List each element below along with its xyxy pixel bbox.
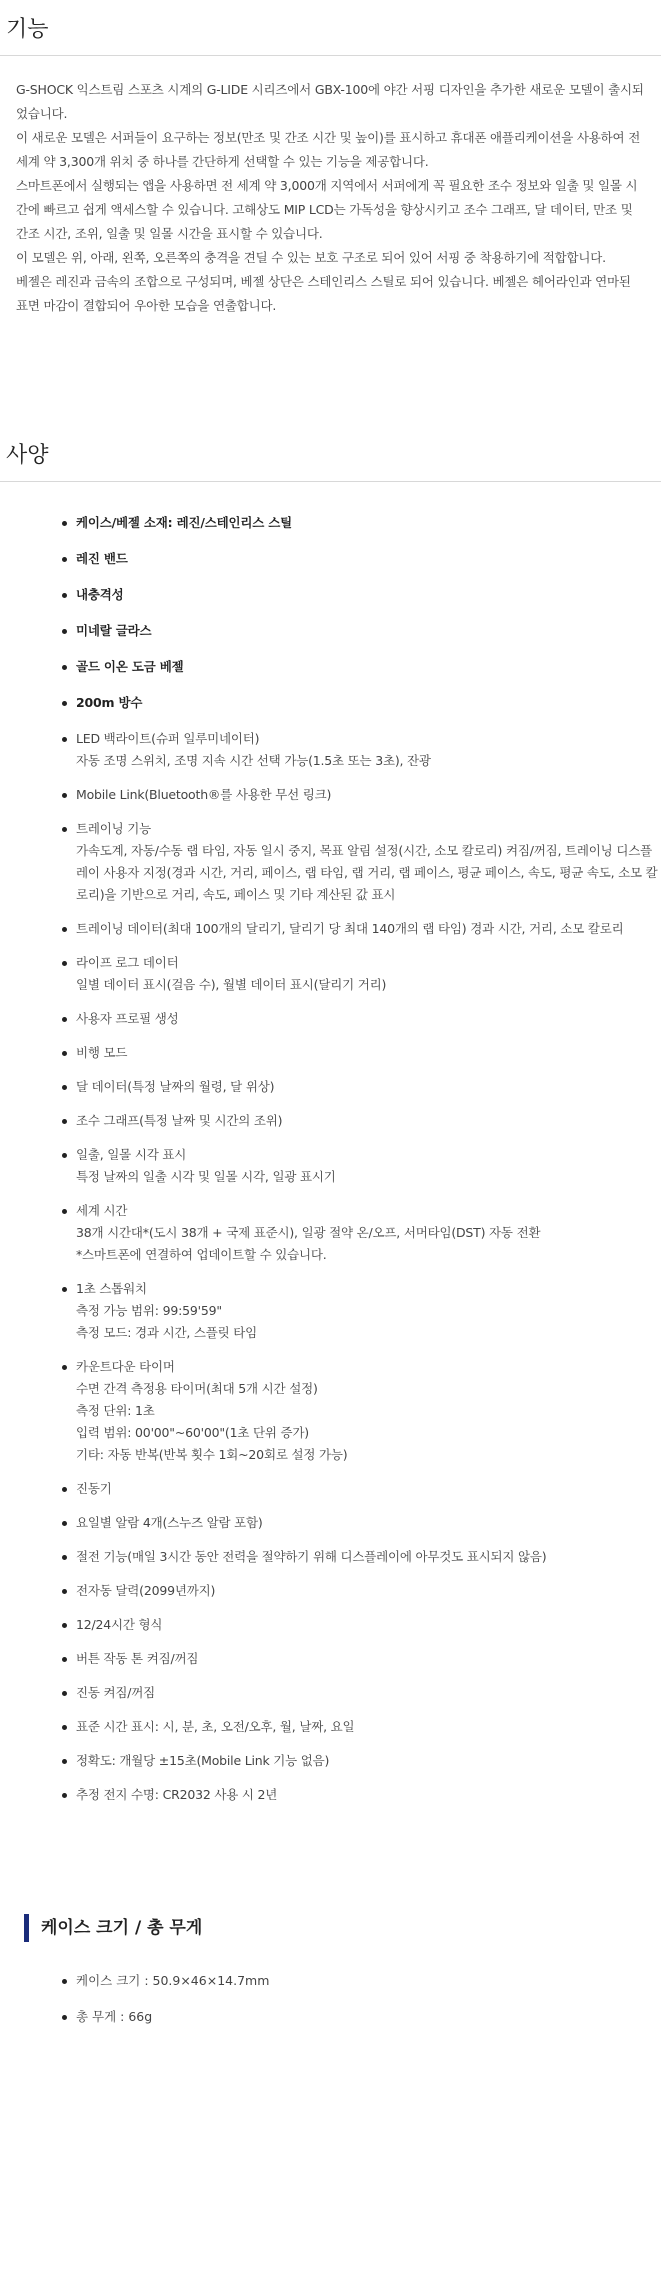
- spec-item: [76, 692, 661, 714]
- spec-item: [76, 656, 661, 678]
- spec-item-line: 요일별 알람 4개(스누즈 알람 포함): [76, 1515, 263, 1530]
- spec-item: [76, 818, 661, 906]
- spec-item-line: 표준 시간 표시: 시, 분, 초, 오전/오후, 월, 날짜, 요일: [76, 1719, 355, 1734]
- spec-item-line: 트레이닝 기능: [76, 821, 152, 836]
- spec-item-line: 진동 켜짐/꺼짐: [76, 1685, 156, 1700]
- spec-item: [76, 1110, 661, 1132]
- features-paragraph: G-SHOCK 익스트림 스포츠 시계의 G-LIDE 시리즈에서 GBX-100에 야간 서핑 디자인을 추가한 새로운 모델이 출시되었습니다.: [16, 82, 644, 121]
- features-title: 기능: [0, 0, 661, 56]
- size-list: [24, 1942, 661, 2028]
- spec-item-line: 수면 간격 측정용 타이머(최대 5개 시간 설정): [76, 1381, 318, 1396]
- spec-item: [76, 1042, 661, 1064]
- spec-item-line: 사용자 프로필 생성: [76, 1011, 179, 1026]
- spec-item-line: 특정 날짜의 일출 시각 및 일몰 시각, 일광 표시기: [76, 1169, 336, 1184]
- spec-item: [76, 1682, 661, 1704]
- spec-item-line: 38개 시간대*(도시 38개 + 국제 표준시), 일광 절약 온/오프, 서머타임(DST) 자동 전환: [76, 1225, 541, 1240]
- spec-item: [76, 1784, 661, 1806]
- spec-item-line: 1초 스톱워치: [76, 1281, 147, 1296]
- spec-item-line: 카운트다운 타이머: [76, 1359, 175, 1374]
- spec-item-line: Mobile Link(Bluetooth®를 사용한 무선 링크): [76, 787, 332, 802]
- spec-item: [76, 1076, 661, 1098]
- spec-item-line: 조수 그래프(특정 날짜 및 시간의 조위): [76, 1113, 283, 1128]
- spec-item-line: 기타: 자동 반복(반복 횟수 1회~20회로 설정 가능): [76, 1447, 348, 1462]
- spec-item: [76, 952, 661, 996]
- size-item-case: 케이스 크기 : 50.9×46×14.7mm: [76, 1970, 661, 1992]
- size-item-weight: 총 무게 : 66g: [76, 2006, 661, 2028]
- spec-item: [76, 1278, 661, 1344]
- spec-item: [76, 1750, 661, 1772]
- features-paragraph: 이 새로운 모델은 서퍼들이 요구하는 정보(만조 및 간조 시간 및 높이)를 표시하고 휴대폰 애플리케이션을 사용하여 전 세계 약 3,300개 위치 중 하나를 간단하게 선택할 수 있는 기능을 제공합니다.: [16, 130, 641, 169]
- spec-item-line: 세계 시간: [76, 1203, 128, 1218]
- spec-item: [76, 1716, 661, 1738]
- spec-item-line: 가속도계, 자동/수동 랩 타임, 자동 일시 중지, 목표 알림 설정(시간, 소모 칼로리) 켜짐/꺼짐, 트레이닝 디스플레이 사용자 지정(경과 시간, 거리, 페이스, 랩 타임, 랩 거리, 랩 페이스, 평균 페이스, 속도, 평균 속도, 소모 칼로리)을 기반으로 거리, 속도, 페이스 및 기타 계산된 값 표시: [76, 843, 658, 902]
- spec-item: [76, 784, 661, 806]
- spec-item: [76, 1648, 661, 1670]
- spec-item-line: 측정 모드: 경과 시간, 스플릿 타임: [76, 1325, 258, 1340]
- spec-item: [76, 1008, 661, 1030]
- spec-item-line: 12/24시간 형식: [76, 1617, 163, 1632]
- spec-item: [76, 1144, 661, 1188]
- spec-item-line: 레진 밴드: [76, 551, 128, 566]
- spec-item-line: 내충격성: [76, 587, 124, 602]
- spec-item: [76, 1614, 661, 1636]
- spec-item: [76, 1512, 661, 1534]
- spec-item-line: 진동기: [76, 1481, 112, 1496]
- spec-item-line: 일출, 일몰 시각 표시: [76, 1147, 187, 1162]
- spec-item-line: 골드 이온 도금 베젤: [76, 659, 184, 674]
- spec-item: [76, 584, 661, 606]
- spec-item-line: 추정 전지 수명: CR2032 사용 시 2년: [76, 1787, 278, 1802]
- spec-item-line: 입력 범위: 00'00"~60'00"(1초 단위 증가): [76, 1425, 309, 1440]
- spec-item: [76, 1546, 661, 1568]
- specs-list: [0, 482, 661, 1806]
- specs-title: 사양: [0, 426, 661, 482]
- features-paragraph: 스마트폰에서 실행되는 앱을 사용하면 전 세계 약 3,000개 지역에서 서퍼에게 꼭 필요한 조수 정보와 일출 및 일몰 시간에 빠르고 쉽게 액세스할 수 있습니다. 고해상도 MIP LCD는 가독성을 향상시키고 조수 그래프, 달 데이터, 만조 및 간조 시간, 조위, 일출 및 일몰 시간을 표시할 수 있습니다.: [16, 178, 638, 241]
- spec-item: [76, 728, 661, 772]
- spec-item: [76, 620, 661, 642]
- spec-item: [76, 548, 661, 570]
- spec-item-line: 측정 단위: 1초: [76, 1403, 155, 1418]
- spec-item: [76, 512, 661, 534]
- spec-item-line: 전자동 달력(2099년까지): [76, 1583, 216, 1598]
- features-paragraph: 베젤은 레진과 금속의 조합으로 구성되며, 베젤 상단은 스테인리스 스틸로 되어 있습니다. 베젤은 헤어라인과 연마된 표면 마감이 결합되어 우아한 모습을 연출합니다.: [16, 274, 631, 313]
- spec-item: [76, 918, 661, 940]
- spec-item: [76, 1356, 661, 1466]
- size-title: 케이스 크기 / 총 무게: [24, 1914, 661, 1942]
- spec-item-line: *스마트폰에 연결하여 업데이트할 수 있습니다.: [76, 1247, 327, 1262]
- spec-item-line: 일별 데이터 표시(걸음 수), 월별 데이터 표시(달리기 거리): [76, 977, 387, 992]
- spec-item-line: LED 백라이트(슈퍼 일루미네이터): [76, 731, 260, 746]
- spec-item-line: 달 데이터(특정 날짜의 월령, 달 위상): [76, 1079, 275, 1094]
- spec-item-line: 트레이닝 데이터(최대 100개의 달리기, 달리기 당 최대 140개의 랩 타임) 경과 시간, 거리, 소모 칼로리: [76, 921, 624, 936]
- size-section: [0, 1914, 661, 2028]
- spec-item: [76, 1200, 661, 1266]
- spec-item: [76, 1580, 661, 1602]
- spec-item-line: 버튼 작동 톤 켜짐/꺼짐: [76, 1651, 199, 1666]
- spec-item-line: 200m 방수: [76, 695, 143, 710]
- spec-item-line: 정확도: 개월당 ±15초(Mobile Link 기능 없음): [76, 1753, 330, 1768]
- spec-item-line: 자동 조명 스위치, 조명 지속 시간 선택 가능(1.5초 또는 3초), 잔광: [76, 753, 431, 768]
- spec-item-line: 측정 가능 범위: 99:59'59": [76, 1303, 222, 1318]
- spec-item-line: 비행 모드: [76, 1045, 128, 1060]
- spec-item-line: 절전 기능(매일 3시간 동안 전력을 절약하기 위해 디스플레이에 아무것도 표시되지 않음): [76, 1549, 547, 1564]
- spec-item: [76, 1478, 661, 1500]
- features-body: [0, 56, 661, 318]
- features-paragraph: 이 모델은 위, 아래, 왼쪽, 오른쪽의 충격을 견딜 수 있는 보호 구조로 되어 있어 서핑 중 착용하기에 적합합니다.: [16, 250, 606, 265]
- spec-item-line: 라이프 로그 데이터: [76, 955, 179, 970]
- spec-item-line: 케이스/베젤 소재: 레진/스테인리스 스틸: [76, 515, 292, 530]
- spec-item-line: 미네랄 글라스: [76, 623, 152, 638]
